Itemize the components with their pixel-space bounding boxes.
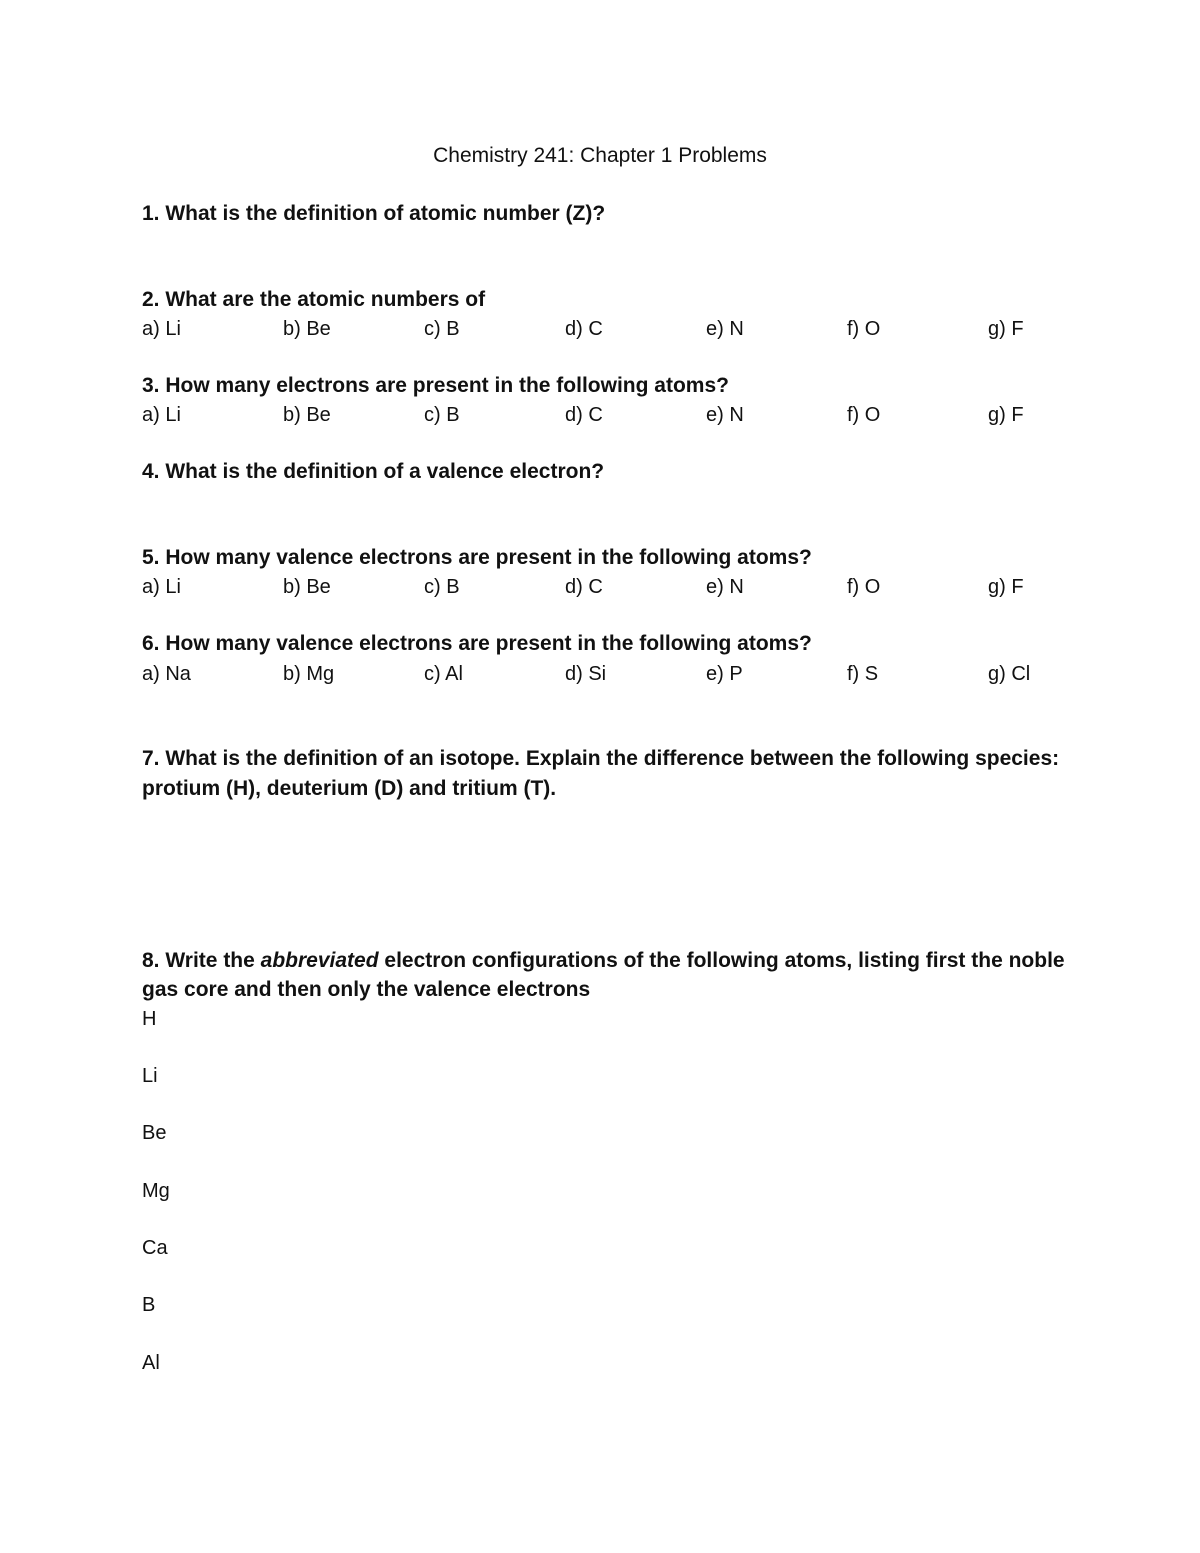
question-5-options	[142, 573, 1072, 601]
option-b: b) Be	[283, 404, 331, 426]
question-6	[142, 629, 1072, 658]
option-e: e) N	[706, 404, 744, 426]
option-c: c) B	[424, 318, 460, 340]
option-g: g) F	[988, 404, 1024, 426]
option-a: a) Li	[142, 318, 181, 340]
element-label-be: Be	[142, 1122, 167, 1144]
element-label-li: Li	[142, 1065, 158, 1087]
question-number: 4.	[142, 460, 160, 483]
question-number: 3.	[142, 374, 160, 397]
question-7	[142, 744, 1072, 773]
option-a: a) Li	[142, 404, 181, 426]
option-f: f) S	[847, 663, 879, 685]
element-label-mg: Mg	[142, 1180, 170, 1202]
question-text: How many valence electrons are present in the following atoms?	[165, 632, 812, 655]
question-8-continued	[142, 975, 1072, 1004]
question-number: 1.	[142, 202, 160, 225]
question-4	[142, 457, 1072, 486]
option-b: b) Mg	[283, 663, 335, 685]
option-f: f) O	[847, 318, 881, 340]
question-text: What are the atomic numbers of	[165, 288, 486, 311]
option-c: c) B	[424, 404, 460, 426]
option-a: a) Na	[142, 663, 191, 685]
question-7-continued	[142, 774, 1072, 803]
question-2	[142, 285, 1072, 314]
option-e: e) N	[706, 318, 744, 340]
option-d: d) Si	[565, 663, 607, 685]
question-number: 5.	[142, 546, 160, 569]
question-text: What is the definition of a valence electron?	[165, 460, 605, 483]
option-d: d) C	[565, 576, 603, 598]
element-label-al: Al	[142, 1352, 160, 1374]
option-d: d) C	[565, 318, 603, 340]
question-6-options	[142, 660, 1072, 688]
option-e: e) N	[706, 576, 744, 598]
question-text-line-1: What is the definition of an isotope. Explain the difference between the following species:	[165, 747, 1060, 770]
question-number: 8.	[142, 949, 160, 972]
question-text-line-2: protium (H), deuterium (D) and tritium (T).	[142, 777, 557, 800]
element-label-b: B	[142, 1294, 156, 1316]
question-1	[142, 199, 1072, 228]
question-text: How many electrons are present in the following atoms?	[165, 374, 729, 397]
question-number: 7.	[142, 747, 160, 770]
question-3	[142, 371, 1072, 400]
document-title: Chemistry 241: Chapter 1 Problems	[433, 144, 767, 167]
question-2-options	[142, 315, 1072, 343]
question-number: 6.	[142, 632, 160, 655]
option-e: e) P	[706, 663, 743, 685]
option-f: f) O	[847, 404, 881, 426]
option-c: c) B	[424, 576, 460, 598]
question-text-after: electron configurations of the following atoms, listing first the noble	[384, 949, 1065, 972]
question-number: 2.	[142, 288, 160, 311]
question-text-line-2: gas core and then only the valence electrons	[142, 978, 591, 1001]
element-label-h: H	[142, 1008, 157, 1030]
option-c: c) Al	[424, 663, 463, 685]
option-g: g) F	[988, 576, 1024, 598]
question-5	[142, 543, 1072, 572]
question-emphasis: abbreviated	[260, 949, 379, 972]
option-g: g) F	[988, 318, 1024, 340]
option-b: b) Be	[283, 318, 331, 340]
question-text: How many valence electrons are present in the following atoms?	[165, 546, 812, 569]
option-d: d) C	[565, 404, 603, 426]
option-b: b) Be	[283, 576, 331, 598]
option-f: f) O	[847, 576, 881, 598]
option-a: a) Li	[142, 576, 181, 598]
question-8	[142, 946, 1072, 975]
option-g: g) Cl	[988, 663, 1031, 685]
element-label-ca: Ca	[142, 1237, 168, 1259]
question-text: What is the definition of atomic number (Z)?	[165, 202, 606, 225]
question-3-options	[142, 401, 1072, 429]
question-text-before: Write the	[165, 949, 255, 972]
